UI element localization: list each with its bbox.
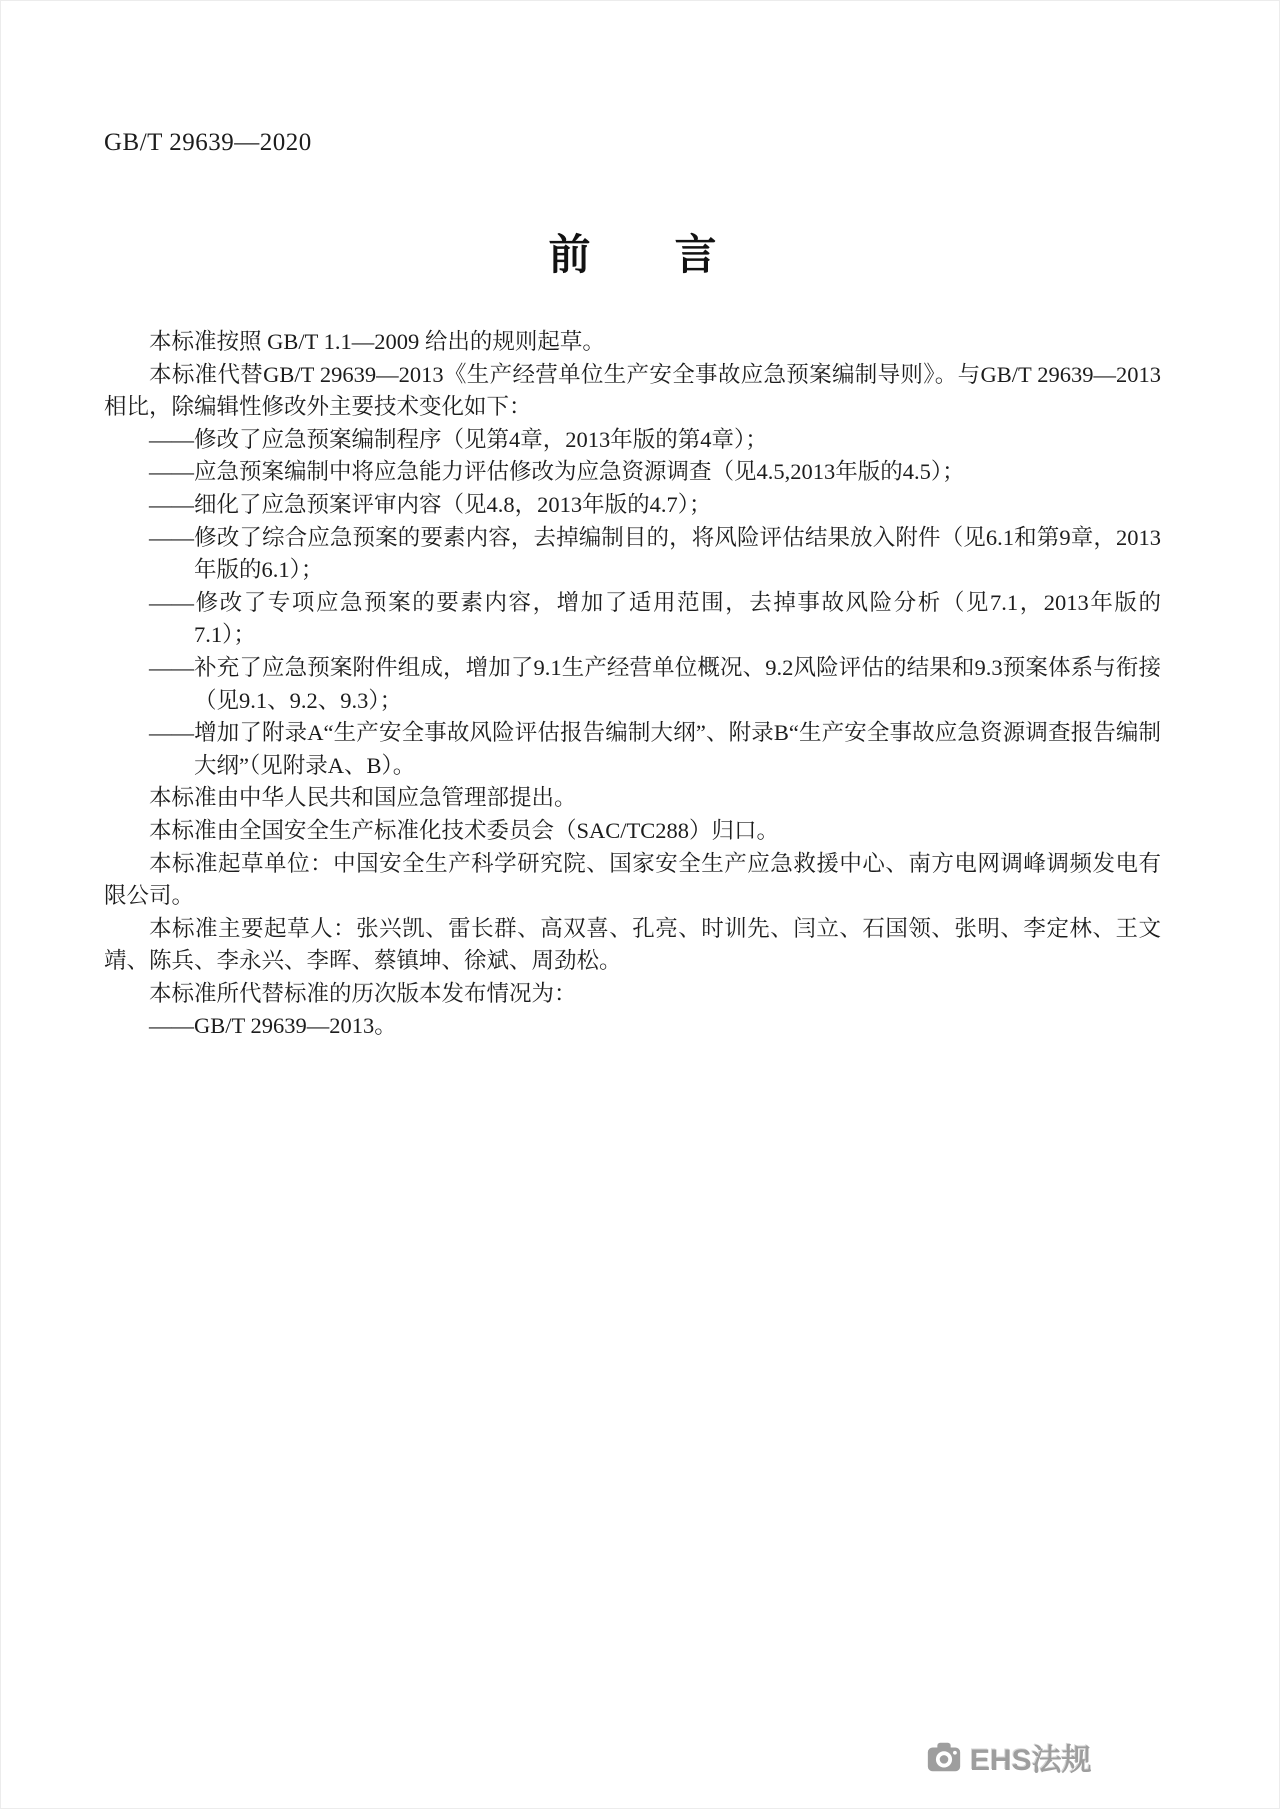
watermark bbox=[925, 1735, 1092, 1779]
paragraph: 本标准代替GB/T 29639—2013《生产经营单位生产安全事故应急预案编制导则》。与GB/T 29639—2013相比，除编辑性修改外主要技术变化如下： bbox=[104, 361, 1161, 420]
bullet-item: ——修改了综合应急预案的要素内容，去掉编制目的，将风险评估结果放入附件（见6.1和第9章，2013年版的6.1）； bbox=[149, 524, 1161, 583]
watermark-label: EHS法规 bbox=[970, 1744, 1092, 1777]
bullet-item: ——细化了应急预案评审内容（见4.8，2013年版的4.7）； bbox=[149, 491, 712, 517]
bullet-item: ——应急预案编制中将应急能力评估修改为应急资源调查（见4.5,2013年版的4.5）； bbox=[149, 459, 965, 485]
bullet-item: ——增加了附录A“生产安全事故风险评估报告编制大纲”、附录B“生产安全事故应急资源调查报告编制大纲”（见附录A、B）。 bbox=[149, 720, 1161, 778]
bullet-item: ——修改了应急预案编制程序（见第4章，2013年版的第4章）； bbox=[149, 426, 768, 452]
document-body bbox=[104, 326, 1161, 1043]
paragraph: 本标准所代替标准的历次版本发布情况为： bbox=[149, 980, 577, 1006]
camera-icon bbox=[925, 1738, 963, 1776]
paragraph: 本标准由全国安全生产标准化技术委员会（SAC/TC288）归口。 bbox=[149, 817, 780, 843]
paragraph: 本标准由中华人民共和国应急管理部提出。 bbox=[149, 785, 577, 811]
bullet-item: ——修改了专项应急预案的要素内容，增加了适用范围，去掉事故风险分析（见7.1，2013年版的7.1）； bbox=[149, 589, 1161, 648]
paragraph: 本标准主要起草人：张兴凯、雷长群、高双喜、孔亮、时训先、闫立、石国领、张明、李定林、王文靖、陈兵、李永兴、李晖、蔡镇坤、徐斌、周劲松。 bbox=[104, 915, 1161, 974]
paragraph: 本标准按照 GB/T 1.1—2009 给出的规则起草。 bbox=[149, 329, 605, 354]
bullet-item: ——GB/T 29639—2013。 bbox=[149, 1013, 397, 1039]
page-title: 前 言 bbox=[548, 230, 717, 279]
standard-number: GB/T 29639—2020 bbox=[104, 129, 312, 156]
bullet-item: ——补充了应急预案附件组成，增加了9.1生产经营单位概况、9.2风险评估的结果和9.3预案体系与衔接（见9.1、9.2、9.3）； bbox=[149, 654, 1161, 713]
paragraph: 本标准起草单位：中国安全生产科学研究院、国家安全生产应急救援中心、南方电网调峰调频发电有限公司。 bbox=[104, 850, 1161, 909]
